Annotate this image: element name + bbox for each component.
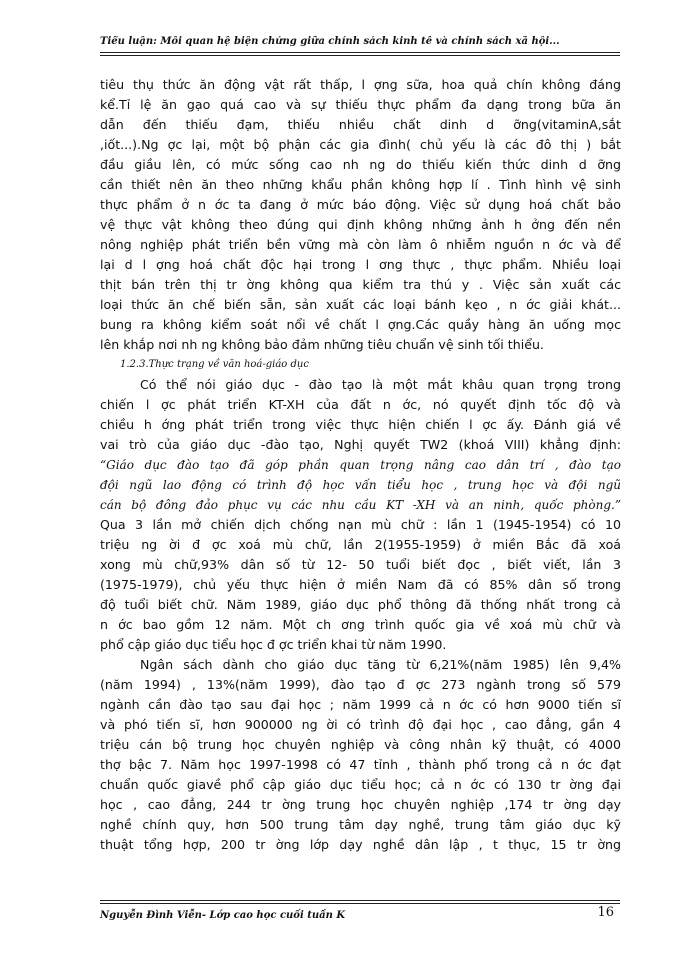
text-line: (năm 1994) , 13%(năm 1999), đào tạo đ ợc 273 ngành trong số 579 <box>100 677 621 692</box>
quote-line: đội ngũ lao động có trình độ học vấn tiểu học , trung học và đội ngũ <box>100 478 621 492</box>
text-line: vệ thực vật không theo đúng qui định không những ảnh h ởng đến nền <box>100 217 621 232</box>
text-line: ,iốt...).Ng ợc lại, một bộ phận các gia đình( chủ yếu là các đô thị ) bắt <box>100 137 621 152</box>
text-line: n ớc bao gồm 12 năm. Một ch ơng trình quốc gia về xoá mù chữ và <box>100 617 621 632</box>
page-number: 16 <box>597 905 614 920</box>
quote-line: cán bộ đông đảo phục vụ các nhu cầu KT -XH và an ninh, quốc phòng.” <box>100 498 621 512</box>
text-line: ngành cần đào tạo sau đại học ; năm 1999 cả n ớc có hơn 9000 tiến sĩ <box>100 697 621 712</box>
text-line: tiêu thụ thức ăn động vật rất thấp, l ợng sữa, hoa quả chín không đáng <box>100 77 621 92</box>
text-line: xong mù chữ,93% dân số từ 12- 50 tuổi biết đọc , biết viết, lần 3 <box>100 557 621 572</box>
footer-rule <box>100 900 620 901</box>
text-line: chiến l ợc phát triển KT-XH của đất n ớc, nó quyết định tốc độ và <box>100 397 621 412</box>
text-line: kể.Tỉ lệ ăn gạo quá cao và sự thiếu thực phẩm đa dạng trong bữa ăn <box>100 97 621 112</box>
text-line: vai trò của giáo dục -đào tạo, Nghị quyết TW2 (khoá VIII) khẳng định: <box>100 437 621 452</box>
text-line: lại d l ợng hoá chất độc hại trong l ơng thực , thực phẩm. Nhiều loại <box>100 257 621 272</box>
text-line: Qua 3 lần mở chiến dịch chống nạn mù chữ : lần 1 (1945-1954) có 10 <box>100 517 621 532</box>
text-line: thuật tổng hợp, 200 tr ờng lớp dạy nghề dân lập , t thục, 15 tr ờng <box>100 837 621 852</box>
text-line: loại thức ăn chế biến sẵn, sản xuất các loại bánh kẹo , n ớc giải khát... <box>100 297 621 312</box>
text-line: Ngân sách dành cho giáo dục tăng từ 6,21%(năm 1985) lên 9,4% <box>140 657 621 672</box>
text-line: dẫn đến thiếu đạm, thiếu nhiều chất dinh d ỡng(vitaminA,sắt <box>100 117 621 132</box>
text-line: chiều h ớng phát triển trong việc thực hiện chiến l ợc ấy. Đánh giá về <box>100 417 621 432</box>
text-line: (1975-1979), chủ yếu thực hiện ở miền Nam đã có 85% dân số trong <box>100 577 621 592</box>
text-line: nghề chính quy, hơn 500 trung tâm dạy nghề, trung tâm giáo dục kỹ <box>100 817 621 832</box>
text-line: bung ra không kiểm soát nổi về chất l ợng.Các quầy hàng ăn uống mọc <box>100 317 621 332</box>
text-line: cần thiết nên ăn theo những khẩu phần không hợp lí . Tình hình vệ sinh <box>100 177 621 192</box>
text-line: thịt bán trên thị tr ờng không qua kiểm tra thú y . Việc sản xuất các <box>100 277 621 292</box>
text-line: triệu cán bộ trung học chuyên nghiệp và công nhân kỹ thuật, có 4000 <box>100 737 621 752</box>
text-line: chuẩn quốc giavề phổ cập giáo dục tiểu học; cả n ớc có 130 tr ờng đại <box>100 777 621 792</box>
quote-line: “Giáo dục đào tạo đã góp phần quan trọng nâng cao dân trí , đào tạo <box>100 458 621 472</box>
header-rule-thin <box>100 55 620 56</box>
text-line: Có thể nói giáo dục - đào tạo là một mắt khâu quan trọng trong <box>140 377 621 392</box>
footer-author: Nguyễn Đình Viễn- Lớp cao học cuối tuần K <box>100 910 346 921</box>
text-line: thực phẩm ở n ớc ta đang ở mức báo động. Việc sử dụng hoá chất bảo <box>100 197 621 212</box>
footer-rule-thin <box>100 903 620 904</box>
section-subheading: 1.2.3.Thực trạng về văn hoá-giáo dục <box>120 359 309 370</box>
text-line: thợ bậc 7. Năm học 1997-1998 có 47 tỉnh , thành phố trong cả n ớc đạt <box>100 757 621 772</box>
body-text <box>100 75 621 855</box>
text-line: triệu ng ời đ ợc xoá mù chữ, lần 2(1955-1959) ở miền Bắc đã xoá <box>100 537 621 552</box>
text-line: lên khắp nơi nh ng không bảo đảm những tiêu chuẩn vệ sinh tối thiểu. <box>100 337 544 352</box>
text-line: độ tuổi biết chữ. Năm 1989, giáo dục phổ thông đã thống nhất trong cả <box>100 597 621 612</box>
text-line: phổ cập giáo dục tiểu học đ ợc triển khai từ năm 1990. <box>100 637 447 652</box>
text-line: đầu giầu lên, có mức sống cao nh ng do thiếu kiến thức dinh d ỡng <box>100 157 621 172</box>
header-rule <box>100 52 620 53</box>
text-line: học , cao đẳng, 244 tr ờng trung học chuyên nghiệp ,174 tr ờng dạy <box>100 797 621 812</box>
text-line: và phó tiến sĩ, hơn 900000 ng ời có trình độ đại học , cao đẳng, gần 4 <box>100 717 621 732</box>
header-title: Tiểu luận: Mối quan hệ biện chứng giữa chính sách kinh tế và chính sách xã hội... <box>100 36 560 47</box>
text-line: nông nghiệp phát triển bền vững mà còn làm ô nhiễm nguồn n ớc và để <box>100 237 621 252</box>
